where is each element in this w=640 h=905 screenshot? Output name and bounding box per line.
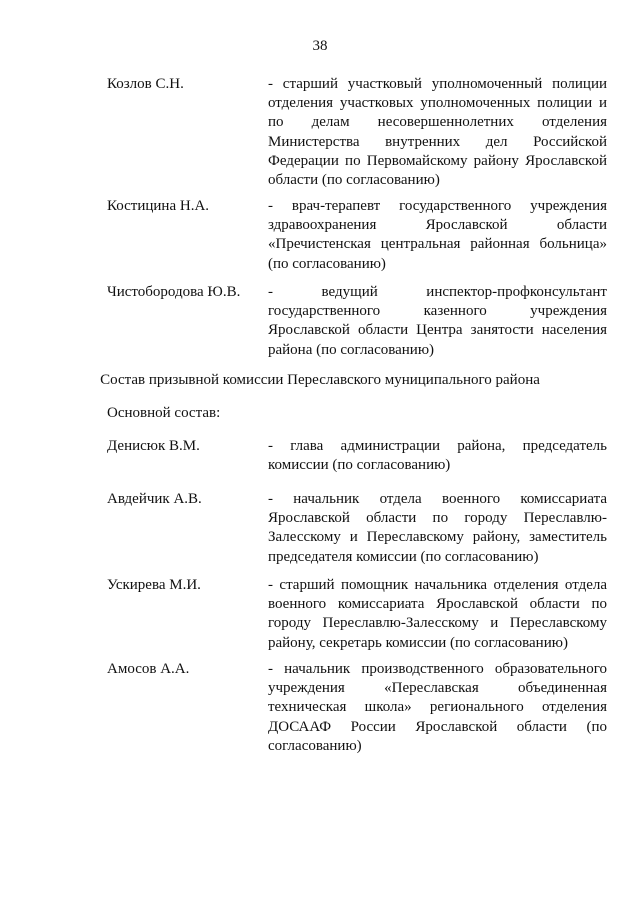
member-description: - врач-терапевт государственного учреждения здравоохранения Ярославской области «Пречистенская центральная районная больница» (по согласованию) <box>268 198 607 272</box>
member-description: - ведущий инспектор-профконсультант государственного казенного учреждения Ярославской области Центра занятости населения района (по согласованию) <box>268 284 607 358</box>
member-name: Чистобородова Ю.В. <box>107 284 241 300</box>
member-name: Костицина Н.А. <box>107 198 210 214</box>
member-description: - начальник производственного образовательного учреждения «Переславская объединенная техническая школа» регионального отделения ДОСААФ России Ярославской области (по согласованию) <box>268 661 607 754</box>
member-description: - старший участковый уполномоченный полиции отделения участковых уполномоченных полиции и по делам несовершеннолетних отделения Министерства внутренних дел Российской Федерации по Первомайскому району Ярославской области (по согласованию) <box>268 76 607 189</box>
page-number: 38 <box>312 38 328 54</box>
member-name: Амосов А.А. <box>107 661 190 677</box>
section-heading: Состав призывной комиссии Переславского муниципального района <box>100 372 540 388</box>
member-description: - глава администрации района, председатель комиссии (по согласованию) <box>268 438 607 474</box>
member-name: Авдейчик А.В. <box>107 491 202 507</box>
member-name: Козлов С.Н. <box>107 76 184 92</box>
member-description: - начальник отдела военного комиссариата Ярославской области по городу Переславлю-Залесскому и Переславскому району, заместитель председателя комиссии (по согласованию) <box>268 491 607 565</box>
member-name: Денисюк В.М. <box>107 438 200 454</box>
subheading: Основной состав: <box>107 405 221 421</box>
member-name: Ускирева М.И. <box>107 577 201 593</box>
member-description: - старший помощник начальника отделения отдела военного комиссариата Ярославской области по городу Переславлю-Залесскому и Переславскому району, секретарь комиссии (по согласованию) <box>268 577 607 651</box>
